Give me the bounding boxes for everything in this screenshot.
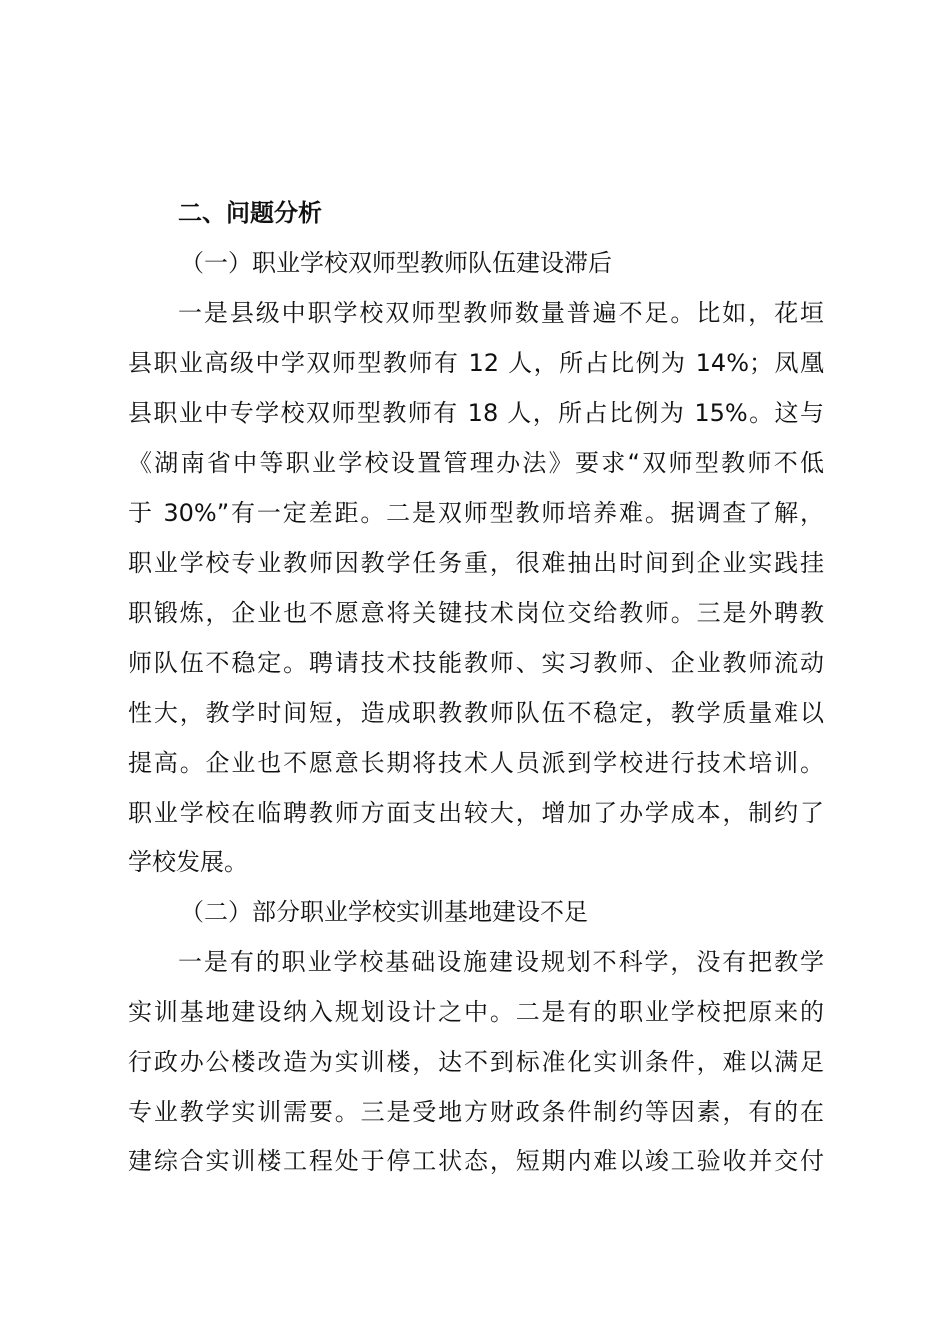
paragraph-line: 师队伍不稳定。聘请技术技能教师、实习教师、企业教师流动 xyxy=(128,649,824,677)
paragraph-line: 学校发展。 xyxy=(128,848,248,876)
paragraph-line: 职锻炼，企业也不愿意将关键技术岗位交给教师。三是外聘教 xyxy=(128,599,824,627)
section-heading: 二、问题分析 xyxy=(178,199,322,227)
subsection-title-1: （一）职业学校双师型教师队伍建设滞后 xyxy=(180,249,612,277)
paragraph-line: 性大，教学时间短，造成职教教师队伍不稳定，教学质量难以 xyxy=(128,699,824,727)
paragraph-line: 行政办公楼改造为实训楼，达不到标准化实训条件，难以满足 xyxy=(128,1048,824,1076)
paragraph-line: 县职业高级中学双师型教师有 12 人，所占比例为 14%；凤凰 xyxy=(128,349,824,377)
paragraph-line: 于 30%”有一定差距。二是双师型教师培养难。据调查了解， xyxy=(128,499,824,527)
paragraph-line: 一是有的职业学校基础设施建设规划不科学，没有把教学 xyxy=(178,948,824,976)
paragraph-line: 职业学校专业教师因教学任务重，很难抽出时间到企业实践挂 xyxy=(128,549,824,577)
paragraph-line: 职业学校在临聘教师方面支出较大，增加了办学成本，制约了 xyxy=(128,799,824,827)
paragraph-line: 提高。企业也不愿意长期将技术人员派到学校进行技术培训。 xyxy=(128,749,824,777)
subsection-title-2: （二）部分职业学校实训基地建设不足 xyxy=(180,898,588,926)
paragraph-line: 县职业中专学校双师型教师有 18 人，所占比例为 15%。这与 xyxy=(128,399,824,427)
paragraph-line: 建综合实训楼工程处于停工状态，短期内难以竣工验收并交付 xyxy=(128,1147,824,1175)
paragraph-line: 实训基地建设纳入规划设计之中。二是有的职业学校把原来的 xyxy=(128,998,824,1026)
paragraph-line: 一是县级中职学校双师型教师数量普遍不足。比如，花垣 xyxy=(178,299,824,327)
paragraph-line: 专业教学实训需要。三是受地方财政条件制约等因素，有的在 xyxy=(128,1098,824,1126)
paragraph-line: 《湖南省中等职业学校设置管理办法》要求“双师型教师不低 xyxy=(128,449,824,477)
